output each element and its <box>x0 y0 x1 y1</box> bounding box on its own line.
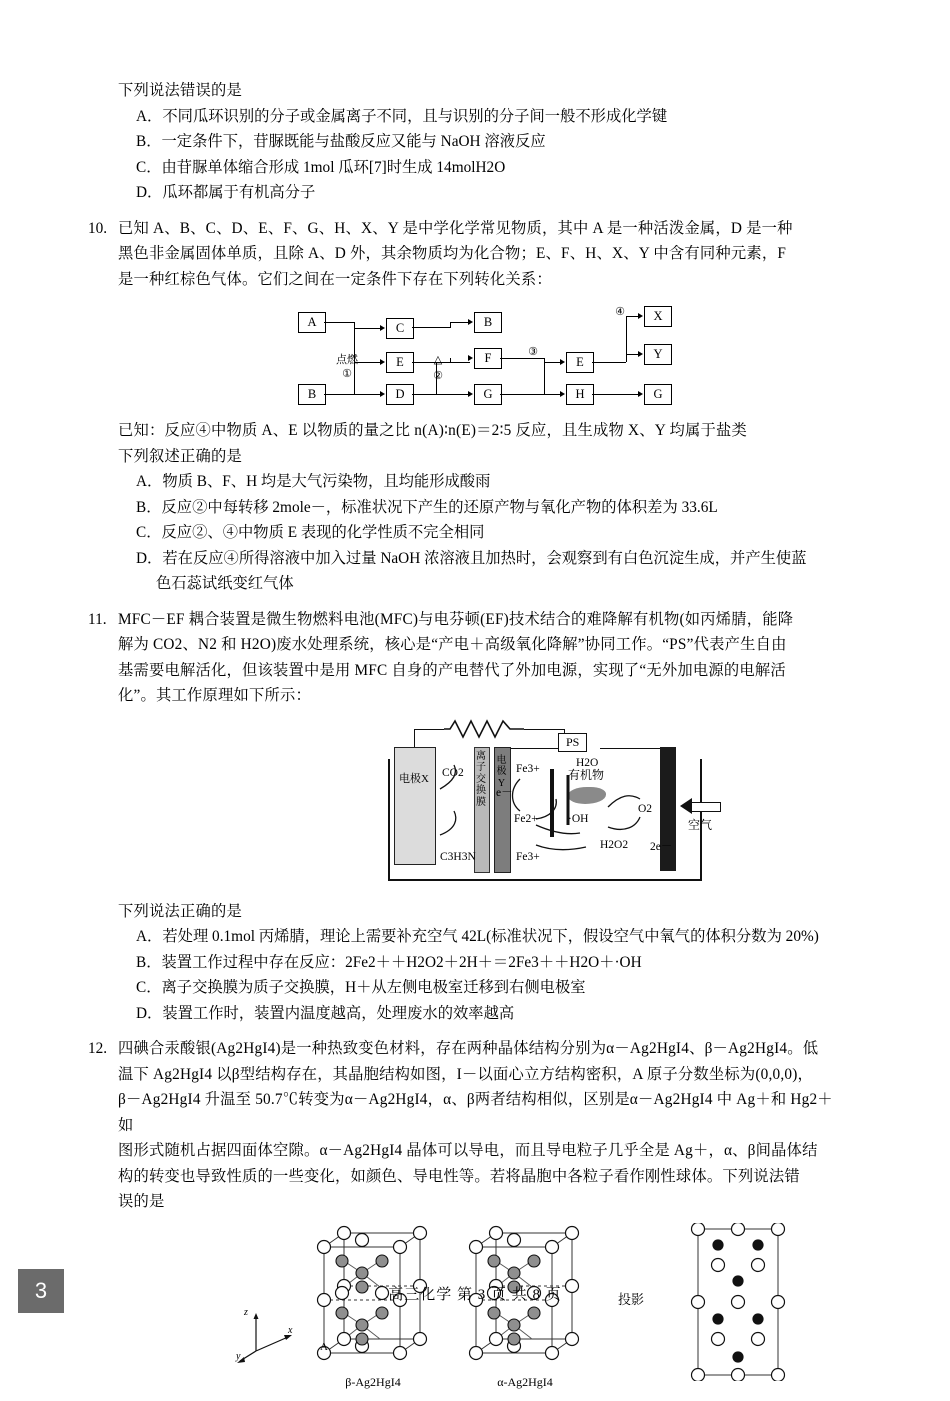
question-12-number: 12. <box>88 1040 108 1057</box>
question-10-stem-line-1: 已知 A、B、C、D、E、F、G、H、X、Y 是中学化学常见物质，其中 A 是一种活泼金属，D 是一种 <box>118 219 793 237</box>
flow-label-3: ③ <box>528 346 538 358</box>
beta-caption: β-Ag2HgI4 <box>345 1374 401 1389</box>
air-label: 空气 <box>688 817 713 832</box>
flow-label-4: ④ <box>615 306 625 318</box>
flow-box-y: Y <box>644 344 672 365</box>
page-number-tab: 3 <box>18 1269 64 1313</box>
flow-box-x: X <box>644 306 672 327</box>
question-11-option-c: C．离子交换膜为质子交换膜，H＋从左侧电极室迁移到右侧电极室 <box>136 979 586 996</box>
carryover-option-a: A．不同瓜环识别的分子或金属离子不同，且与识别的分子间一般不形成化学键 <box>136 107 668 125</box>
axis-y-label: y <box>236 1350 241 1362</box>
flow-box-c: C <box>386 318 414 339</box>
axis-indicator <box>236 1307 298 1367</box>
question-12-stem-line-4: 图形式随机占据四面体空隙。α－Ag2HgI4 晶体可以导电，而且导电粒子几乎全是 Ag＋，α、β间晶体结 <box>118 1142 818 1159</box>
species-hydroxyl-radical: ·OH <box>568 812 589 825</box>
flow-box-h: H <box>566 384 594 405</box>
flow-box-e1: E <box>386 352 414 373</box>
flow-box-f: F <box>474 348 502 369</box>
flow-box-g2: G <box>644 384 672 405</box>
axis-z-label: z <box>244 1306 248 1318</box>
flow-box-b2: B <box>474 312 502 333</box>
question-11-option-a: A．若处理 0.1mol 丙烯腈，理论上需要补充空气 42L(标准状况下，假设空气中氧气的体积分数为 20%) <box>136 928 819 945</box>
question-10-option-d: D．若在反应④所得溶液中加入过量 NaOH 浓溶液且加热时，会观察到有白色沉淀生成，并产生使蓝 <box>136 549 807 567</box>
electrode-x-label: 电极X <box>399 772 429 785</box>
exam-content <box>88 78 840 1401</box>
question-10-number: 10. <box>88 219 108 237</box>
question-12-stem-line-6: 误的是 <box>118 1193 165 1210</box>
alpha-caption: α-Ag2HgI4 <box>497 1374 553 1389</box>
flow-box-d: D <box>386 384 414 405</box>
species-hydrogen-peroxide: H2O2 <box>600 838 629 851</box>
question-12-stem-line-5: 构的转变也导致性质的一些变化，如颜色、导电性等。若将晶胞中各粒子看作刚性球体。下列说法错 <box>118 1167 800 1185</box>
question-10-option-c: C．反应②、④中物质 E 表现的化学性质不完全相同 <box>136 524 485 541</box>
species-fe3-bottom: Fe3+ <box>516 850 540 863</box>
carryover-option-c: C．由苷脲单体缩合形成 1mol 瓜环[7]时生成 14molH2O <box>136 158 506 176</box>
question-10-stem-line-2: 黑色非金属固体单质，且除 A、D 外，其余物质均为化合物；E、F、H、X、Y 中含有同种元素，F <box>118 245 787 262</box>
organic-matter-label: 有机物 <box>568 767 605 782</box>
question-11-ask: 下列说法正确的是 <box>118 902 242 920</box>
question-10 <box>88 216 840 597</box>
projection-label: 投影 <box>618 1291 645 1307</box>
membrane-label: 离子交换膜 <box>476 750 486 808</box>
question-10-option-d-cont: 色石蕊试纸变红气体 <box>156 575 294 592</box>
species-oxygen-right: O2 <box>638 802 653 815</box>
question-10-option-a: A．物质 B、F、H 均是大气污染物，且均能形成酸雨 <box>136 473 491 490</box>
question-10-option-b: B．反应②中每转移 2mole－，标准状况下产生的还原产物与氧化产物的体积差为 33.6L <box>136 498 718 516</box>
species-electron: e－ <box>496 786 513 799</box>
question-11-stem-line-4: 化”。其工作原理如下所示： <box>118 687 311 704</box>
page-footer: 高三化学 第 3 页 共 8 页 <box>388 1287 562 1303</box>
question-12-stem-line-3: β－Ag2HgI4 升温至 50.7℃转变为α－Ag2HgI4，α、β两者结构相似，区别是α－Ag2HgI4 中 Ag＋和 Hg2＋如 <box>118 1091 833 1134</box>
question-12-stem-line-2: 温下 Ag2HgI4 以β型结构存在，其晶胞结构如图，I－以面心立方结构密积，A 原子分数坐标为(0,0,0)， <box>118 1065 814 1083</box>
question-11-number: 11. <box>88 610 107 628</box>
flow-label-2: ② <box>433 370 443 382</box>
question-10-ask: 下列叙述正确的是 <box>118 447 242 465</box>
question-11 <box>88 607 840 1027</box>
question-12-stem-line-1: 四碘合汞酸银(Ag2HgI4)是一种热致变色材料，存在两种晶体结构分别为α－Ag2HgI4、β－Ag2HgI4。低 <box>118 1040 819 1057</box>
axis-x-label: x <box>288 1324 293 1336</box>
flow-box-e2: E <box>566 352 594 373</box>
species-acrylonitrile: C3H3N <box>440 850 476 863</box>
electrode-y-label: 电极Y <box>496 754 507 789</box>
reaction-arrows <box>268 715 728 891</box>
question-10-given: 已知：反应④中物质 A、E 以物质的量之比 n(A)∶n(E)＝2∶5 反应，且生成物 X、Y 均属于盐类 <box>118 422 747 439</box>
carryover-option-d: D．瓜环都属于有机高分子 <box>136 184 316 201</box>
flow-label-ignite: 点燃 <box>336 354 358 366</box>
ps-label: PS <box>558 733 587 752</box>
question-11-option-b: B．装置工作过程中存在反应：2Fe2＋＋H2O2＋2H＋＝2Fe3＋＋H2O＋·OH <box>136 953 642 971</box>
question-11-option-d: D．装置工作时，装置内温度越高，处理废水的效率越高 <box>136 1004 515 1022</box>
flow-box-g: G <box>474 384 502 405</box>
flow-box-a: A <box>298 312 326 333</box>
question-11-stem-line-1: MFC－EF 耦合装置是微生物燃料电池(MFC)与电芬顿(EF)技术结合的难降解有机物(如丙烯腈，能降 <box>118 610 794 628</box>
species-two-electrons: 2e－ <box>650 840 673 853</box>
question-10-flow-diagram <box>118 300 840 412</box>
question-12-crystal-figures <box>118 1223 840 1401</box>
beta-atom-a-label: A <box>320 1340 328 1353</box>
species-fe3-top: Fe3+ <box>516 762 540 775</box>
species-water: H2O <box>576 756 599 769</box>
question-11-device-diagram <box>118 715 840 895</box>
flow-box-b: B <box>298 384 326 405</box>
flow-label-delta: △ <box>433 354 443 366</box>
question-12 <box>88 1036 840 1401</box>
carryover-stem: 下列说法错误的是 <box>118 82 242 99</box>
species-co2: CO2 <box>442 766 464 779</box>
flow-label-1: ① <box>342 368 352 380</box>
carryover-option-b: B．一定条件下，苷脲既能与盐酸反应又能与 NaOH 溶液反应 <box>136 133 546 150</box>
question-10-stem-line-3: 是一种红棕色气体。它们之间在一定条件下存在下列转化关系： <box>118 270 552 288</box>
question-11-stem-line-3: 基需要电解活化，但该装置中是用 MFC 自身的产电替代了外加电源，实现了“无外加电源的电解活 <box>118 661 786 679</box>
species-fe2: Fe2+ <box>514 812 538 825</box>
question-11-stem-line-2: 解为 CO2、N2 和 H2O)废水处理系统，核心是“产电＋高级氧化降解”协同工作。“PS”代表产生自由 <box>118 636 787 653</box>
